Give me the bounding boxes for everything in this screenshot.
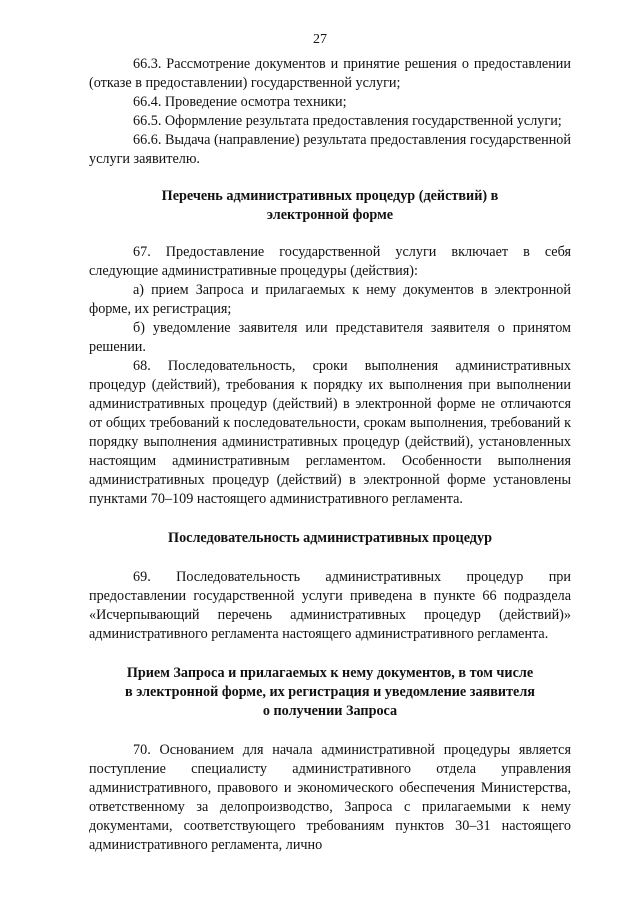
paragraph-68: 68. Последовательность, сроки выполнения административных процедур (действий), требования к порядку их выполнения при выполнении административных процедур (действий) в электронной форме не отличаются от общих требований к последовательности, срокам выполнения, требований к порядку выполнения административных процедур (действий), установленных настоящим административным регламентом. Особенности выполнения административных процедур (действий) в электронной форме установлены пунктами 70–109 настоящего административного регламента.: [89, 358, 571, 507]
item-66-5: 66.5. Оформление результата предоставления государственной услуги;: [133, 113, 562, 129]
paragraph-69: 69. Последовательность административных процедур при предоставлении государственной услуги приведена в пункте 66 подраздела «Исчерпывающий перечень административных процедур (действий)» административного регламента настоящего административного регламента.: [89, 569, 571, 642]
paragraph-70: 70. Основанием для начала административной процедуры является поступление специалисту административного отдела управления административного, правового и экономического обеспечения Министерства, ответственному за делопроизводство, Запроса с прилагаемыми к нему документами, соответствующего требованиям пунктов 30–31 настоящего административного регламента, лично: [89, 742, 571, 853]
item-66-4: 66.4. Проведение осмотра техники;: [133, 94, 347, 110]
heading-line-2: в электронной форме, их регистрация и уведомление заявителя: [125, 684, 535, 700]
page-number: 27: [313, 32, 327, 47]
item-66-3: 66.3. Рассмотрение документов и принятие решения о предоставлении (отказе в предоставлении) государственной услуги;: [89, 56, 571, 91]
page-body: [89, 55, 571, 855]
heading-line-3: о получении Запроса: [262, 703, 398, 719]
paragraph-67-a: а) прием Запроса и прилагаемых к нему документов в электронной форме, их регистрация;: [89, 282, 571, 317]
paragraph-67: 67. Предоставление государственной услуги включает в себя следующие административные процедуры (действия):: [89, 244, 571, 279]
section-heading-electronic-procedures: Перечень административных процедур (действий) в электронной форме: [161, 188, 499, 223]
paragraph-67-b: б) уведомление заявителя или представителя заявителя о принятом решении.: [89, 320, 571, 355]
item-66-6: 66.6. Выдача (направление) результата предоставления государственной услуги заявителю.: [89, 132, 571, 167]
section-heading-procedure-sequence: Последовательность административных процедур: [168, 530, 492, 546]
section-heading-request-reception: [89, 664, 571, 721]
heading-line-1: Прием Запроса и прилагаемых к нему документов, в том числе: [126, 665, 534, 681]
